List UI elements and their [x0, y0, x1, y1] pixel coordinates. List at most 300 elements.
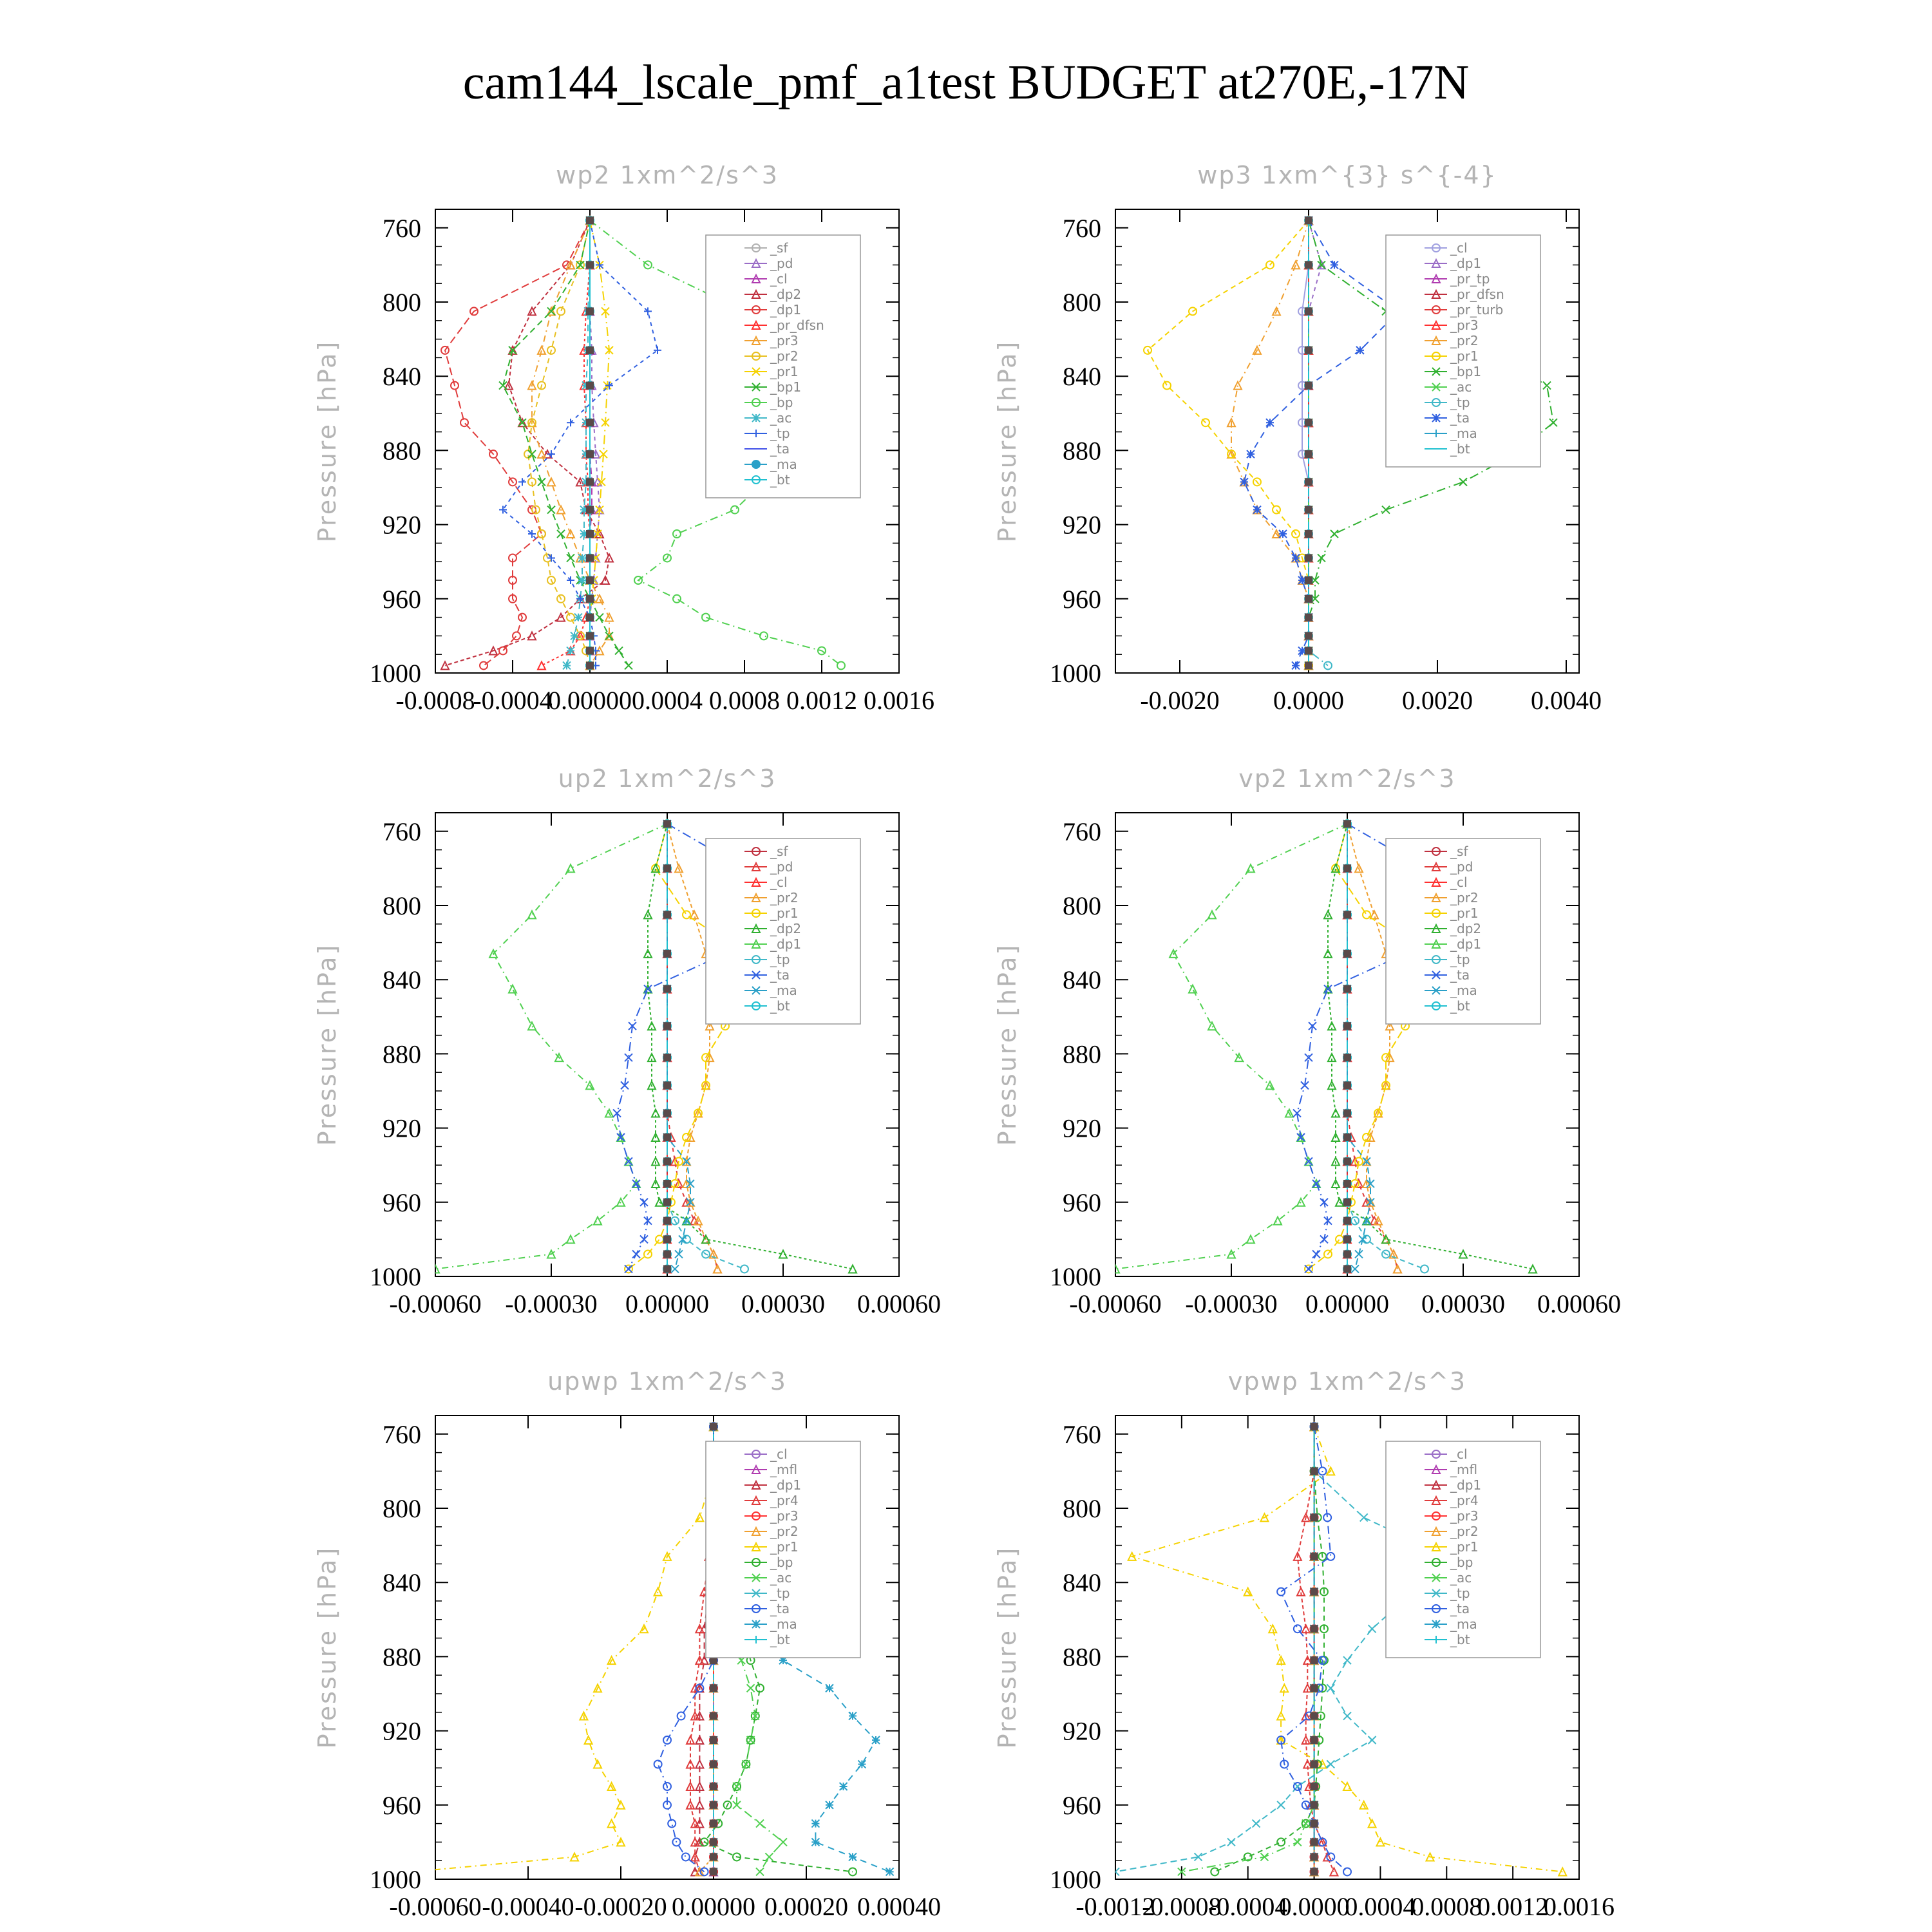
y-tick-label: 1000 — [370, 659, 421, 688]
y-tick-label: 960 — [383, 1790, 421, 1820]
legend-label: _tp — [1450, 952, 1470, 967]
data-point — [811, 1838, 819, 1846]
data-point — [567, 647, 574, 654]
panel-5 — [313, 1367, 941, 1921]
legend-label: _bp — [770, 1555, 793, 1570]
legend-label: _pr1 — [770, 364, 799, 379]
legend-marker — [752, 460, 761, 469]
zero-marker — [586, 382, 594, 390]
y-tick-label: 800 — [1063, 288, 1101, 317]
zero-marker — [586, 614, 594, 621]
zero-marker — [1311, 1736, 1318, 1744]
data-point — [811, 1820, 819, 1828]
data-point — [567, 419, 574, 426]
x-tick-label: -0.00040 — [482, 1892, 574, 1921]
y-tick-label: 760 — [383, 1419, 421, 1449]
legend-label: _tp — [1450, 395, 1470, 410]
data-point — [528, 1022, 536, 1030]
x-tick-label: 0.0004 — [632, 686, 703, 715]
x-tick-label: 0.0020 — [1402, 686, 1473, 715]
zero-marker — [1343, 864, 1351, 872]
y-tick-label: 920 — [1063, 510, 1101, 540]
y-tick-label: 840 — [383, 1568, 421, 1598]
legend-label: _ac — [1450, 379, 1472, 395]
data-point — [585, 1736, 592, 1744]
data-point — [528, 632, 536, 639]
legend-label: _bt — [770, 1632, 790, 1647]
legend-label: _dp1 — [770, 936, 802, 952]
x-tick-label: 0.00000 — [625, 1289, 709, 1318]
data-point — [594, 1760, 601, 1768]
zero-marker — [663, 911, 671, 918]
data-point — [1363, 1235, 1370, 1243]
x-tick-label: 0.00020 — [764, 1892, 848, 1921]
data-point — [671, 1265, 679, 1273]
legend-label: _pr4 — [770, 1493, 799, 1508]
zero-marker — [710, 1783, 717, 1790]
data-point — [1305, 1265, 1312, 1273]
zero-marker — [1311, 1820, 1318, 1828]
y-tick-label: 760 — [1063, 817, 1101, 846]
zero-marker — [1311, 1760, 1318, 1768]
data-point — [1368, 1736, 1376, 1744]
data-point — [679, 1235, 687, 1243]
x-tick-label: 0.0040 — [1531, 686, 1602, 715]
legend-label: _bt — [770, 472, 790, 488]
legend-label: _pr2 — [770, 1524, 799, 1539]
x-tick-label: 0.00030 — [741, 1289, 825, 1318]
data-point — [528, 911, 536, 918]
zero-marker — [1343, 1022, 1351, 1030]
legend-label: _pr_dfsn — [770, 317, 824, 333]
x-tick-label: 0.00060 — [1537, 1289, 1621, 1318]
y-tick-label: 880 — [1063, 1039, 1101, 1069]
data-point — [747, 1684, 755, 1692]
zero-marker — [586, 576, 594, 584]
legend-label: _ta — [770, 1601, 790, 1616]
legend-label: _dp2 — [770, 921, 802, 936]
data-point — [1318, 554, 1325, 562]
zero-marker — [1305, 647, 1312, 654]
legend-label: _mfl — [770, 1462, 798, 1477]
x-tick-label: 0.0012 — [1477, 1892, 1549, 1921]
legend-label: _ta — [1450, 410, 1470, 426]
zero-marker — [1305, 530, 1312, 538]
legend-label: _pr3 — [770, 333, 799, 348]
legend-label: _pr1 — [1450, 1539, 1479, 1555]
y-tick-label: 760 — [1063, 1419, 1101, 1449]
zero-marker — [1311, 1853, 1318, 1861]
x-tick-label: -0.00030 — [505, 1289, 598, 1318]
zero-marker — [586, 595, 594, 603]
zero-marker — [1343, 820, 1351, 828]
data-point — [567, 864, 574, 872]
zero-marker — [663, 1250, 671, 1258]
data-point — [528, 450, 536, 458]
data-point — [1355, 1250, 1363, 1258]
legend-label: _tp — [770, 426, 790, 441]
data-point — [538, 346, 545, 354]
zero-marker — [1343, 1133, 1351, 1141]
data-point — [557, 530, 565, 538]
legend-label: _ma — [770, 983, 797, 998]
series-line-bp — [1215, 1426, 1324, 1871]
x-tick-label: -0.0008 — [1142, 1892, 1222, 1921]
x-tick-label: -0.00060 — [389, 1289, 482, 1318]
legend-label: _pr3 — [1450, 1508, 1479, 1524]
data-point — [1277, 1801, 1285, 1809]
y-tick-label: 840 — [383, 362, 421, 392]
legend-label: _ma — [770, 1616, 797, 1632]
y-tick-label: 880 — [1063, 1642, 1101, 1672]
legend-label: _cl — [1450, 1446, 1468, 1462]
zero-marker — [663, 1217, 671, 1225]
data-point — [849, 1853, 857, 1861]
legend-label: _ta — [770, 441, 790, 457]
data-point — [574, 614, 582, 621]
series-line-dp2 — [445, 220, 609, 665]
data-point — [499, 647, 507, 654]
legend-label: _cl — [770, 875, 788, 890]
data-point — [1234, 382, 1242, 390]
legend-marker — [752, 414, 760, 422]
x-tick-label: -0.00060 — [1069, 1289, 1162, 1318]
x-tick-label: 0.0016 — [1544, 1892, 1615, 1921]
legend-label: _pr1 — [770, 1539, 799, 1555]
y-axis-label: Pressure [hPa] — [313, 1546, 341, 1749]
y-tick-label: 840 — [1063, 362, 1101, 392]
zero-marker — [663, 1110, 671, 1117]
zero-marker — [586, 307, 594, 315]
x-tick-label: 0.0016 — [864, 686, 934, 715]
data-point — [509, 985, 516, 993]
zero-marker — [663, 864, 671, 872]
data-point — [1359, 1235, 1367, 1243]
data-point — [538, 450, 545, 458]
data-point — [1351, 1265, 1359, 1273]
data-point — [1459, 478, 1467, 486]
panel-title: vp2 1xm^2/s^3 — [1238, 764, 1456, 793]
y-tick-label: 880 — [383, 436, 421, 466]
zero-marker — [1343, 1054, 1351, 1061]
data-point — [1189, 985, 1197, 993]
data-point — [673, 530, 681, 538]
y-tick-label: 920 — [383, 510, 421, 540]
zero-marker — [710, 1853, 717, 1861]
data-point — [826, 1801, 833, 1809]
data-point — [578, 576, 586, 584]
data-point — [1360, 1513, 1368, 1521]
legend-label: _ac — [770, 410, 792, 426]
x-tick-label: 0.00000 — [1305, 1289, 1389, 1318]
data-point — [654, 1588, 662, 1596]
legend-label: _dp1 — [1450, 936, 1482, 952]
zero-marker — [586, 261, 594, 269]
y-axis-label: Pressure [hPa] — [313, 339, 341, 543]
zero-marker — [710, 1868, 717, 1875]
series-line-ac — [1182, 1426, 1314, 1871]
x-tick-label: 0.0012 — [786, 686, 857, 715]
data-point — [625, 661, 632, 669]
y-tick-label: 1000 — [1050, 1262, 1101, 1291]
zero-marker — [663, 1265, 671, 1273]
legend-label: _dp1 — [770, 1477, 802, 1493]
legend-label: _sf — [770, 844, 788, 859]
y-axis-label: Pressure [hPa] — [313, 943, 341, 1146]
legend-label: _pr2 — [770, 890, 799, 905]
data-point — [1343, 1868, 1351, 1875]
data-point — [682, 1853, 690, 1861]
zero-marker — [1311, 1684, 1318, 1692]
x-tick-label: -0.00030 — [1185, 1289, 1278, 1318]
legend-label: _pr1 — [1450, 348, 1479, 364]
data-point — [499, 382, 507, 390]
zero-marker — [1311, 1553, 1318, 1560]
zero-marker — [1343, 985, 1351, 993]
y-tick-label: 1000 — [370, 1865, 421, 1894]
zero-marker — [1343, 1157, 1351, 1165]
y-tick-label: 760 — [383, 817, 421, 846]
zero-marker — [1311, 1625, 1318, 1633]
data-point — [1331, 261, 1338, 269]
zero-marker — [586, 346, 594, 354]
panel-3 — [313, 764, 941, 1318]
legend-label: _ta — [1450, 967, 1470, 983]
panel-title: wp2 1xm^2/s^3 — [556, 161, 779, 189]
data-point — [1247, 450, 1255, 458]
data-point — [480, 661, 488, 669]
zero-marker — [663, 1133, 671, 1141]
legend-label: _ac — [1450, 1570, 1472, 1586]
y-tick-label: 880 — [383, 1039, 421, 1069]
zero-marker — [1305, 614, 1312, 621]
legend-label: _sf — [770, 240, 788, 256]
data-point — [668, 1820, 676, 1828]
zero-marker — [710, 1838, 717, 1846]
legend-label: _pd — [770, 859, 793, 875]
zero-marker — [1343, 1250, 1351, 1258]
y-tick-label: 800 — [1063, 1494, 1101, 1523]
legend-label: _ma — [770, 457, 797, 472]
series-line-dp1 — [435, 824, 667, 1269]
zero-marker — [663, 1157, 671, 1165]
data-point — [547, 478, 555, 486]
y-tick-label: 960 — [1063, 1790, 1101, 1820]
y-tick-label: 920 — [383, 1113, 421, 1143]
zero-marker — [1343, 1217, 1351, 1225]
y-tick-label: 800 — [1063, 891, 1101, 920]
y-tick-label: 760 — [1063, 213, 1101, 243]
zero-marker — [1305, 419, 1312, 426]
y-tick-label: 880 — [383, 1642, 421, 1672]
legend-label: _tp — [1450, 1586, 1470, 1601]
legend-label: _pd — [1450, 859, 1473, 875]
legend-label: _pr3 — [1450, 317, 1479, 333]
zero-marker — [1305, 382, 1312, 390]
legend-label: _pr_turb — [1450, 302, 1504, 317]
y-tick-label: 960 — [383, 584, 421, 614]
data-point — [765, 1853, 773, 1861]
zero-marker — [586, 647, 594, 654]
data-point — [1211, 1868, 1218, 1875]
data-point — [1294, 1838, 1302, 1846]
data-point — [840, 1783, 848, 1790]
legend-label: _bp — [1450, 1555, 1473, 1570]
data-point — [683, 911, 690, 918]
zero-marker — [586, 478, 594, 486]
data-point — [567, 554, 574, 562]
zero-marker — [710, 1684, 717, 1692]
data-point — [596, 595, 603, 603]
legend-label: _dp2 — [770, 287, 802, 302]
zero-marker — [710, 1760, 717, 1768]
zero-marker — [586, 661, 594, 669]
data-point — [632, 1250, 640, 1258]
y-tick-label: 1000 — [1050, 1865, 1101, 1894]
zero-marker — [1311, 1467, 1318, 1475]
zero-marker — [1343, 911, 1351, 918]
legend-label: _bt — [1450, 441, 1470, 457]
data-point — [1421, 1265, 1428, 1273]
y-tick-label: 800 — [383, 288, 421, 317]
y-tick-label: 920 — [383, 1716, 421, 1746]
data-point — [756, 1868, 764, 1875]
legend-marker — [1432, 414, 1440, 422]
zero-marker — [1305, 216, 1312, 224]
data-point — [756, 1820, 764, 1828]
legend-label: _pr_dfsn — [1450, 287, 1504, 302]
data-point — [578, 554, 586, 562]
zero-marker — [1305, 595, 1312, 603]
data-point — [654, 1760, 662, 1768]
legend-label: _cl — [770, 271, 788, 287]
legend-label: _bp1 — [1450, 364, 1482, 379]
legend-label: _ma — [1450, 983, 1477, 998]
x-tick-label: 0.0008 — [1411, 1892, 1482, 1921]
data-point — [1294, 1625, 1302, 1633]
zero-marker — [1343, 950, 1351, 958]
legend-label: _pr_tp — [1450, 271, 1490, 287]
legend-label: _pr2 — [1450, 333, 1479, 348]
panel-title: up2 1xm^2/s^3 — [558, 764, 777, 793]
x-tick-label: -0.0008 — [395, 686, 475, 715]
panel-title: wp3 1xm^{3} s^{-4} — [1197, 161, 1497, 189]
x-tick-label: 0.0000 — [1278, 1892, 1350, 1921]
data-point — [1266, 419, 1274, 426]
data-point — [1277, 1838, 1285, 1846]
series-line-dp1 — [1115, 824, 1347, 1269]
zero-marker — [1343, 1081, 1351, 1089]
zero-marker — [1305, 632, 1312, 639]
data-point — [1253, 1820, 1260, 1828]
y-tick-label: 880 — [1063, 436, 1101, 466]
y-tick-label: 840 — [383, 965, 421, 995]
zero-marker — [710, 1712, 717, 1720]
data-point — [617, 1801, 625, 1809]
x-tick-label: -0.0004 — [473, 686, 553, 715]
data-point — [1382, 506, 1390, 514]
x-tick-label: 0.00000 — [548, 686, 632, 715]
x-tick-label: 0.00060 — [857, 1289, 941, 1318]
y-tick-label: 960 — [1063, 1188, 1101, 1217]
y-tick-label: 840 — [1063, 1568, 1101, 1598]
x-tick-label: -0.00060 — [389, 1892, 482, 1921]
data-point — [1363, 911, 1370, 918]
data-point — [625, 1265, 632, 1273]
x-tick-label: -0.00020 — [574, 1892, 667, 1921]
data-point — [837, 661, 845, 669]
zero-marker — [663, 985, 671, 993]
data-point — [1376, 1838, 1384, 1846]
data-point — [858, 1760, 866, 1768]
legend-label: _tp — [770, 952, 790, 967]
zero-marker — [663, 1198, 671, 1206]
legend-label: _pr3 — [770, 1508, 799, 1524]
zero-marker — [1311, 1838, 1318, 1846]
y-tick-label: 760 — [383, 213, 421, 243]
x-tick-label: 0.0008 — [709, 686, 780, 715]
zero-marker — [1311, 1656, 1318, 1664]
x-tick-label: -0.0012 — [1075, 1892, 1155, 1921]
legend-label: _bp — [770, 395, 793, 410]
data-point — [460, 419, 468, 426]
data-point — [1343, 1656, 1351, 1664]
legend-label: _dp1 — [770, 302, 802, 317]
data-point — [557, 307, 565, 315]
panel-6 — [993, 1367, 1615, 1921]
zero-marker — [1305, 307, 1312, 315]
legend-label: _dp2 — [1450, 921, 1482, 936]
y-tick-label: 920 — [1063, 1716, 1101, 1746]
y-tick-label: 1000 — [1050, 659, 1101, 688]
y-tick-label: 800 — [383, 891, 421, 920]
series-line-ta — [1244, 220, 1399, 665]
zero-marker — [1305, 576, 1312, 584]
data-point — [886, 1868, 894, 1875]
data-point — [1327, 1760, 1334, 1768]
zero-marker — [1311, 1801, 1318, 1809]
zero-marker — [663, 1022, 671, 1030]
zero-marker — [710, 1423, 717, 1430]
legend-label: _pr1 — [1450, 905, 1479, 921]
zero-marker — [1311, 1712, 1318, 1720]
data-point — [849, 1712, 857, 1720]
legend-label: _tp — [770, 1586, 790, 1601]
data-point — [675, 1250, 683, 1258]
data-point — [1292, 261, 1300, 269]
data-point — [1302, 1820, 1310, 1828]
legend-label: _bt — [770, 998, 790, 1014]
panel-title: upwp 1xm^2/s^3 — [547, 1367, 787, 1396]
legend-label: _pr4 — [1450, 1493, 1479, 1508]
zero-marker — [1311, 1588, 1318, 1596]
legend-label: _cl — [770, 1446, 788, 1462]
legend-label: _pr2 — [1450, 1524, 1479, 1539]
y-tick-label: 840 — [1063, 965, 1101, 995]
legend-label: _ta — [770, 967, 790, 983]
data-point — [1163, 382, 1171, 390]
data-point — [872, 1736, 880, 1744]
data-point — [567, 614, 574, 621]
legend-label: _bt — [1450, 998, 1470, 1014]
y-tick-label: 960 — [1063, 584, 1101, 614]
zero-marker — [1305, 450, 1312, 458]
data-point — [538, 478, 545, 486]
zero-marker — [663, 820, 671, 828]
x-tick-label: -0.0020 — [1140, 686, 1220, 715]
zero-marker — [1305, 661, 1312, 669]
data-point — [513, 632, 520, 639]
